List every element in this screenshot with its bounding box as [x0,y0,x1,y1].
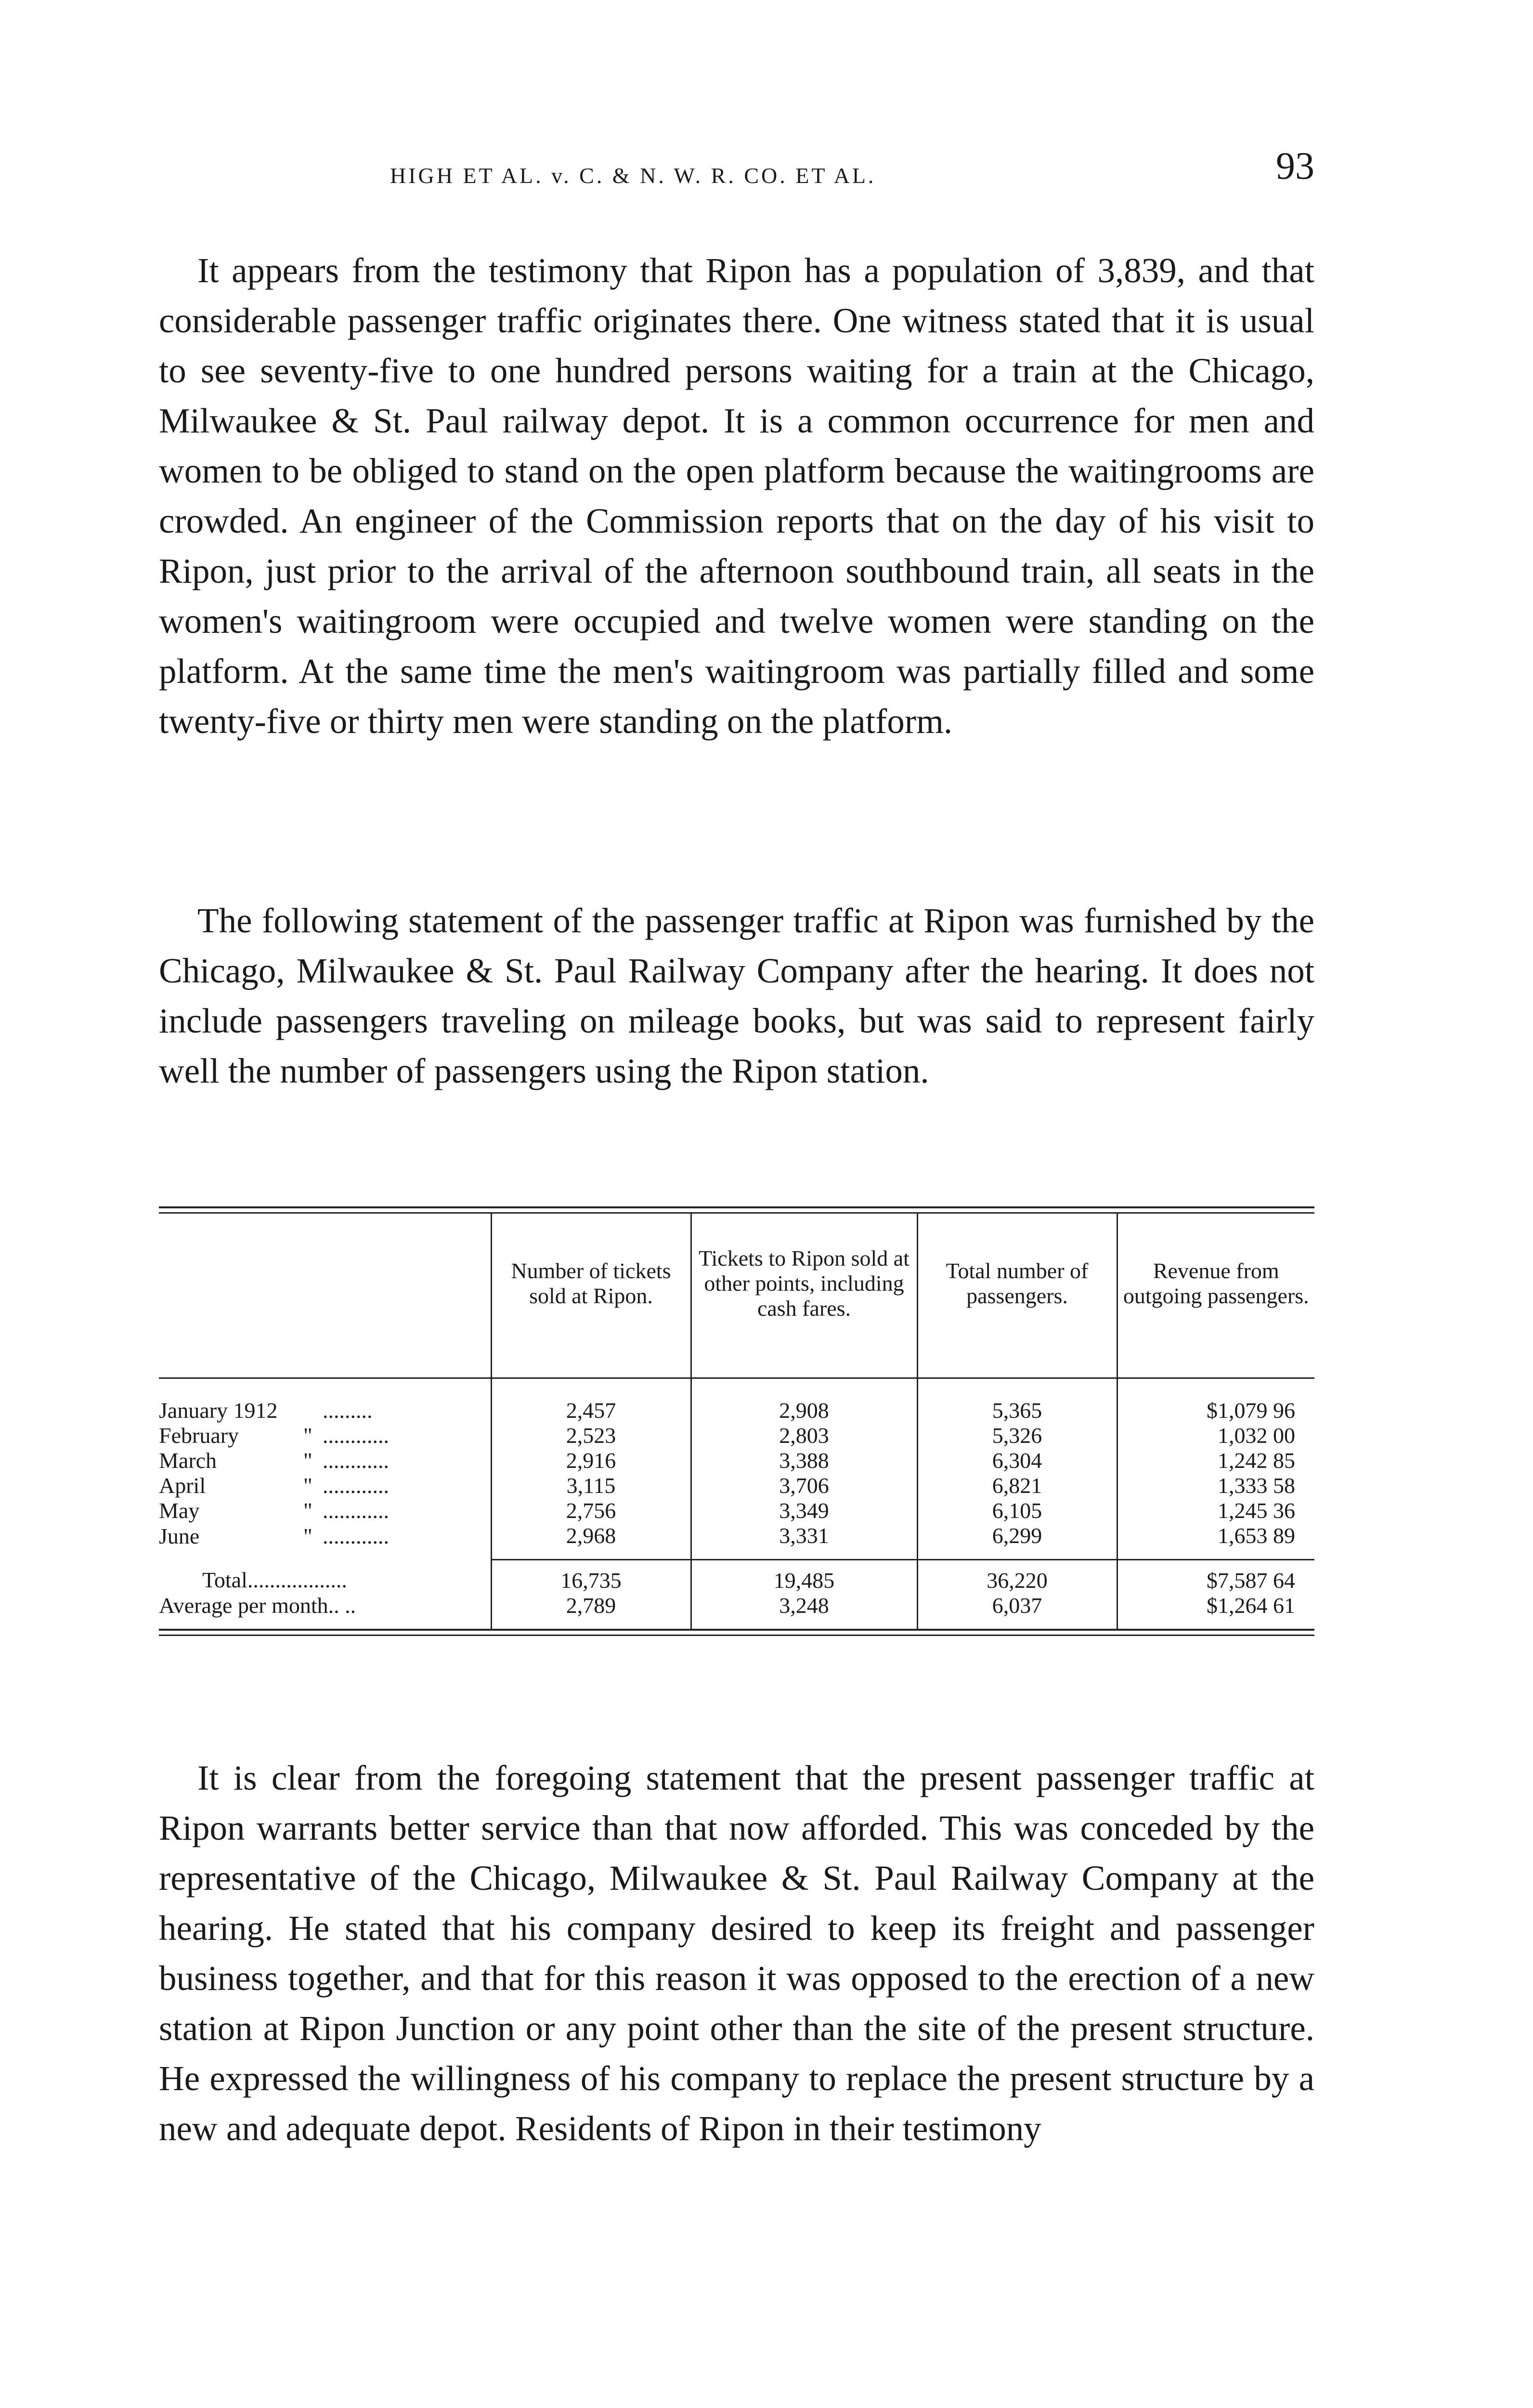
row-label: June " ............ [159,1523,389,1548]
cell-other: 3,331 [691,1523,917,1560]
row-label-average: Average per month.. .. [159,1593,356,1618]
cell-tickets: 2,789 [491,1593,691,1629]
cell-tickets: 16,735 [491,1560,691,1594]
cell-total: 6,105 [917,1498,1117,1523]
table-row [159,1448,1314,1473]
row-label: February " ............ [159,1423,389,1448]
traffic-table [159,1214,1314,1629]
cell-revenue: 1,242 85 [1117,1448,1314,1473]
page-header [159,144,1314,202]
cell-other: 3,706 [691,1473,917,1498]
cell-other: 3,388 [691,1448,917,1473]
cell-revenue: 1,653 89 [1117,1523,1314,1560]
cell-total: 6,821 [917,1473,1117,1498]
paragraph-statement-intro [159,896,1314,1096]
cell-tickets: 2,523 [491,1423,691,1448]
cell-total: 5,365 [917,1378,1117,1424]
paragraph-text: It appears from the testimony that Ripon has a population of 3,839, and that considerable passenger traffic originates there. One witness stated that it is usual to see seventy-five to one hundred persons waiting for a train at the Chicago, Milwaukee & St. Paul railway depot. It is a common occurrence for men and women to be obliged to stand on the open platform because the waitingrooms are crowded. An engineer of the Commission reports that on the day of his visit to Ripon, just prior to the arrival of the afternoon southbound train, all seats in the women's waitingroom were occupied and twelve women were standing on the platform. At the same time the men's waitingroom was partially filled and some twenty-five or thirty men were standing on the platform. [159,251,1314,741]
cell-revenue: 1,245 36 [1117,1498,1314,1523]
cell-total: 36,220 [917,1560,1117,1594]
cell-other: 19,485 [691,1560,917,1594]
table-row [159,1523,1314,1560]
row-label-total: Total.................. [202,1568,347,1593]
cell-revenue: $7,587 64 [1117,1560,1314,1594]
row-label: April " ............ [159,1473,389,1498]
table-row [159,1423,1314,1448]
table-top-rule [159,1206,1314,1214]
cell-other: 2,803 [691,1423,917,1448]
running-head: HIGH ET AL. v. C. & N. W. R. CO. ET AL. [390,163,876,188]
table-row [159,1473,1314,1498]
table-row [159,1498,1314,1523]
paragraph-population [159,246,1314,746]
cell-tickets: 2,916 [491,1448,691,1473]
cell-other: 3,349 [691,1498,917,1523]
table-row-total [159,1560,1314,1594]
cell-total: 6,037 [917,1593,1117,1629]
column-header-stub [159,1214,491,1378]
row-label: January 1912 ......... [159,1398,373,1423]
column-header-tickets-other: Tickets to Ripon sold at other points, including cash fares. [691,1214,917,1378]
cell-total: 5,326 [917,1423,1117,1448]
table-header-row [159,1214,1314,1378]
cell-total: 6,304 [917,1448,1117,1473]
cell-tickets: 3,115 [491,1473,691,1498]
cell-tickets: 2,457 [491,1378,691,1424]
cell-revenue: $1,079 96 [1117,1378,1314,1424]
cell-other: 3,248 [691,1593,917,1629]
cell-revenue: $1,264 61 [1117,1593,1314,1629]
row-label: May " ............ [159,1498,389,1523]
table-row [159,1378,1314,1424]
page-number: 93 [1276,145,1314,187]
cell-tickets: 2,968 [491,1523,691,1560]
column-header-total-passengers: Total number of passengers. [917,1214,1117,1378]
cell-total: 6,299 [917,1523,1117,1560]
column-header-tickets-sold: Number of tickets sold at Ripon. [491,1214,691,1378]
paragraph-conclusion [159,1753,1314,2154]
row-label: March " ............ [159,1448,389,1473]
passenger-traffic-table [159,1206,1314,1636]
table-bottom-rule [159,1629,1314,1636]
table-row-average [159,1593,1314,1629]
cell-revenue: 1,032 00 [1117,1423,1314,1448]
cell-tickets: 2,756 [491,1498,691,1523]
paragraph-text: It is clear from the foregoing statement that the present passenger traffic at Ripon warrants better service than that now afforded. This was conceded by the representative of the Chicago, Milwaukee & St. Paul Railway Company at the hearing. He stated that his company desired to keep its freight and passenger business together, and that for this reason it was opposed to the erection of a new station at Ripon Junction or any point other than the site of the present structure. He expressed the willingness of his company to replace the present structure by a new and adequate depot. Residents of Ripon in their testimony [159,1758,1314,2148]
cell-revenue: 1,333 58 [1117,1473,1314,1498]
paragraph-text: The following statement of the passenger traffic at Ripon was furnished by the Chicago, Milwaukee & St. Paul Railway Company after the hearing. It does not include passengers traveling on mileage books, but was said to represent fairly well the number of passengers using the Ripon station. [159,901,1314,1090]
column-header-revenue: Revenue from outgoing passengers. [1117,1214,1314,1378]
cell-other: 2,908 [691,1378,917,1424]
